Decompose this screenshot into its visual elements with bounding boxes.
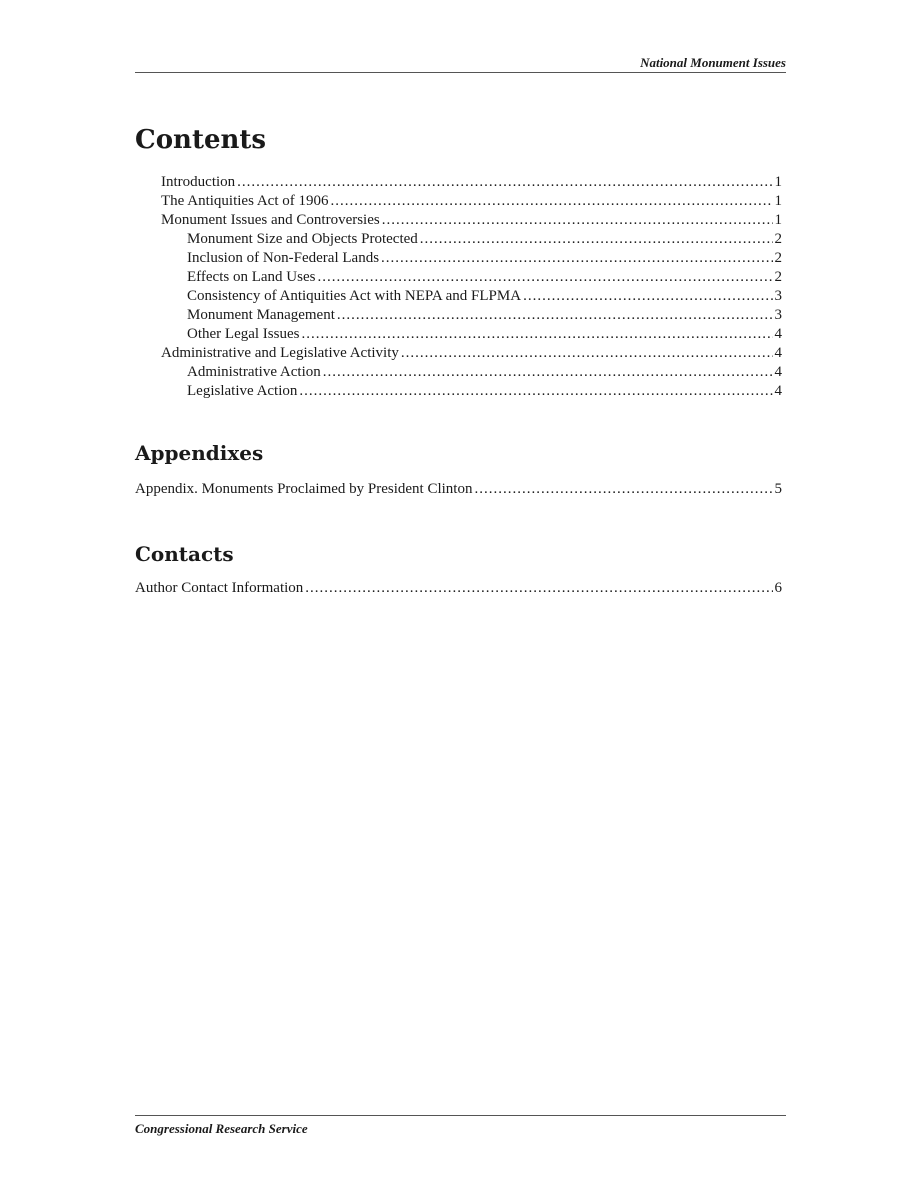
dot-leader bbox=[523, 287, 772, 306]
toc-entry-page: 1 bbox=[774, 193, 782, 209]
dot-leader bbox=[382, 211, 773, 230]
toc-entry[interactable] bbox=[135, 382, 782, 401]
dot-leader bbox=[317, 268, 772, 287]
toc-entry-label: Other Legal Issues bbox=[187, 326, 300, 342]
toc-entry-page: 3 bbox=[774, 307, 782, 323]
dot-leader bbox=[299, 382, 772, 401]
toc-entry-page: 4 bbox=[774, 345, 782, 361]
toc-entry-page: 1 bbox=[774, 174, 782, 190]
running-title: National Monument Issues bbox=[640, 55, 786, 70]
toc-entry-page: 2 bbox=[774, 269, 782, 285]
toc-entry[interactable] bbox=[135, 249, 782, 268]
running-header bbox=[135, 56, 786, 73]
dot-leader bbox=[301, 325, 772, 344]
toc-entry[interactable] bbox=[135, 363, 782, 382]
contents-list bbox=[135, 173, 782, 401]
running-footer bbox=[135, 1115, 786, 1137]
toc-entry[interactable] bbox=[135, 173, 782, 192]
contents-heading: Contents bbox=[135, 125, 267, 155]
toc-entry-label: Legislative Action bbox=[187, 383, 298, 399]
dot-leader bbox=[381, 249, 772, 268]
appendixes-heading: Appendixes bbox=[135, 441, 264, 465]
toc-entry[interactable] bbox=[135, 211, 782, 230]
toc-entry-page: 3 bbox=[774, 288, 782, 304]
toc-entry-label: Introduction bbox=[161, 174, 236, 190]
toc-entry-label: Administrative and Legislative Activity bbox=[161, 345, 399, 361]
toc-entry-page: 6 bbox=[774, 580, 782, 596]
toc-entry-page: 4 bbox=[774, 326, 782, 342]
toc-entry-label: Effects on Land Uses bbox=[187, 269, 316, 285]
toc-entry-label: Inclusion of Non-Federal Lands bbox=[187, 250, 380, 266]
toc-entry-label: Appendix. Monuments Proclaimed by President Clinton bbox=[135, 481, 473, 497]
dot-leader bbox=[420, 230, 773, 249]
toc-entry-page: 4 bbox=[774, 364, 782, 380]
toc-entry-label: Monument Management bbox=[187, 307, 335, 323]
toc-entry[interactable] bbox=[135, 230, 782, 249]
toc-entry[interactable] bbox=[135, 287, 782, 306]
toc-entry-label: Administrative Action bbox=[187, 364, 321, 380]
dot-leader bbox=[305, 579, 772, 598]
toc-entry-page: 4 bbox=[774, 383, 782, 399]
contacts-heading: Contacts bbox=[135, 542, 234, 566]
appendixes-list bbox=[135, 480, 782, 499]
toc-entry[interactable] bbox=[135, 192, 782, 211]
toc-entry-label: Author Contact Information bbox=[135, 580, 304, 596]
dot-leader bbox=[401, 344, 773, 363]
toc-entry-page: 2 bbox=[774, 250, 782, 266]
toc-entry-label: The Antiquities Act of 1906 bbox=[161, 193, 329, 209]
toc-entry[interactable] bbox=[135, 344, 782, 363]
toc-entry[interactable] bbox=[135, 579, 782, 598]
toc-entry[interactable] bbox=[135, 480, 782, 499]
toc-entry-page: 5 bbox=[774, 481, 782, 497]
dot-leader bbox=[474, 480, 772, 499]
toc-entry[interactable] bbox=[135, 268, 782, 287]
toc-entry-label: Monument Size and Objects Protected bbox=[187, 231, 418, 247]
toc-entry[interactable] bbox=[135, 306, 782, 325]
dot-leader bbox=[330, 192, 772, 211]
toc-entry[interactable] bbox=[135, 325, 782, 344]
toc-entry-page: 2 bbox=[774, 231, 782, 247]
toc-entry-label: Monument Issues and Controversies bbox=[161, 212, 380, 228]
toc-entry-label: Consistency of Antiquities Act with NEPA and FLPMA bbox=[187, 288, 522, 304]
publisher-name: Congressional Research Service bbox=[135, 1121, 308, 1136]
dot-leader bbox=[337, 306, 773, 325]
contacts-list bbox=[135, 579, 782, 598]
toc-entry-page: 1 bbox=[774, 212, 782, 228]
dot-leader bbox=[237, 173, 772, 192]
dot-leader bbox=[323, 363, 773, 382]
